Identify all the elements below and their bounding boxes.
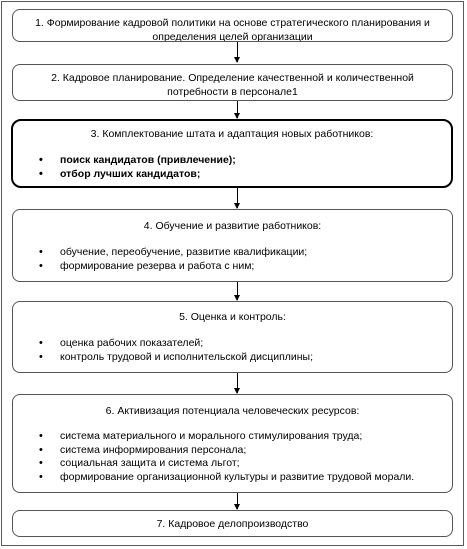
step-3-box bbox=[11, 119, 453, 188]
arrow-6-7 bbox=[237, 493, 238, 509]
step-7-title: 7. Кадровое делопроизводство bbox=[156, 518, 309, 530]
step-6-item: • система материального и морального стимулирования труда; bbox=[13, 430, 452, 444]
step-5-item: • оценка рабочих показателей; bbox=[13, 337, 452, 351]
arrow-3-4 bbox=[237, 188, 238, 208]
step-4-item: • формирование резерва и работа с ним; bbox=[13, 260, 452, 274]
step-4-item: • обучение, переобучение, развитие квалификации; bbox=[13, 246, 452, 260]
arrow-1-2 bbox=[237, 42, 238, 62]
step-3-item: • поиск кандидатов (привлечение); bbox=[13, 154, 451, 168]
step-6-title: 6. Активизация потенциала человеческих ресурсов: bbox=[105, 405, 360, 417]
step-6-item: • система информирования персонала; bbox=[13, 444, 452, 458]
arrow-4-5 bbox=[237, 282, 238, 300]
step-1-box bbox=[12, 9, 453, 42]
step-5-box bbox=[12, 301, 453, 373]
step-5-item: • контроль трудовой и исполнительской дисциплины; bbox=[13, 351, 452, 365]
step-1-title: 1. Формирование кадровой политики на основе стратегического планирования и определения целей организации bbox=[35, 17, 430, 42]
step-4-list bbox=[13, 246, 452, 273]
arrow-2-3 bbox=[237, 101, 238, 118]
step-4-box bbox=[12, 209, 453, 282]
step-3-list bbox=[13, 154, 451, 181]
step-7-box bbox=[12, 510, 453, 537]
step-6-box bbox=[12, 394, 453, 493]
step-6-item: • формирование организационной культуры и развитие трудовой морали. bbox=[13, 471, 452, 485]
step-2-title: 2. Кадровое планирование. Определение качественной и количественной потребности в персонале1 bbox=[51, 72, 414, 98]
step-4-title: 4. Обучение и развитие работников: bbox=[143, 220, 322, 232]
step-2-box bbox=[12, 64, 453, 101]
step-5-title: 5. Оценка и контроль: bbox=[179, 311, 286, 323]
step-6-list bbox=[13, 430, 452, 484]
step-3-item: • отбор лучших кандидатов; bbox=[13, 168, 451, 182]
step-5-list bbox=[13, 337, 452, 364]
step-3-title: 3. Комплектование штата и адаптация новых работников: bbox=[90, 128, 374, 140]
arrow-5-6 bbox=[237, 373, 238, 393]
step-6-item: • социальная защита и система льгот; bbox=[13, 457, 452, 471]
